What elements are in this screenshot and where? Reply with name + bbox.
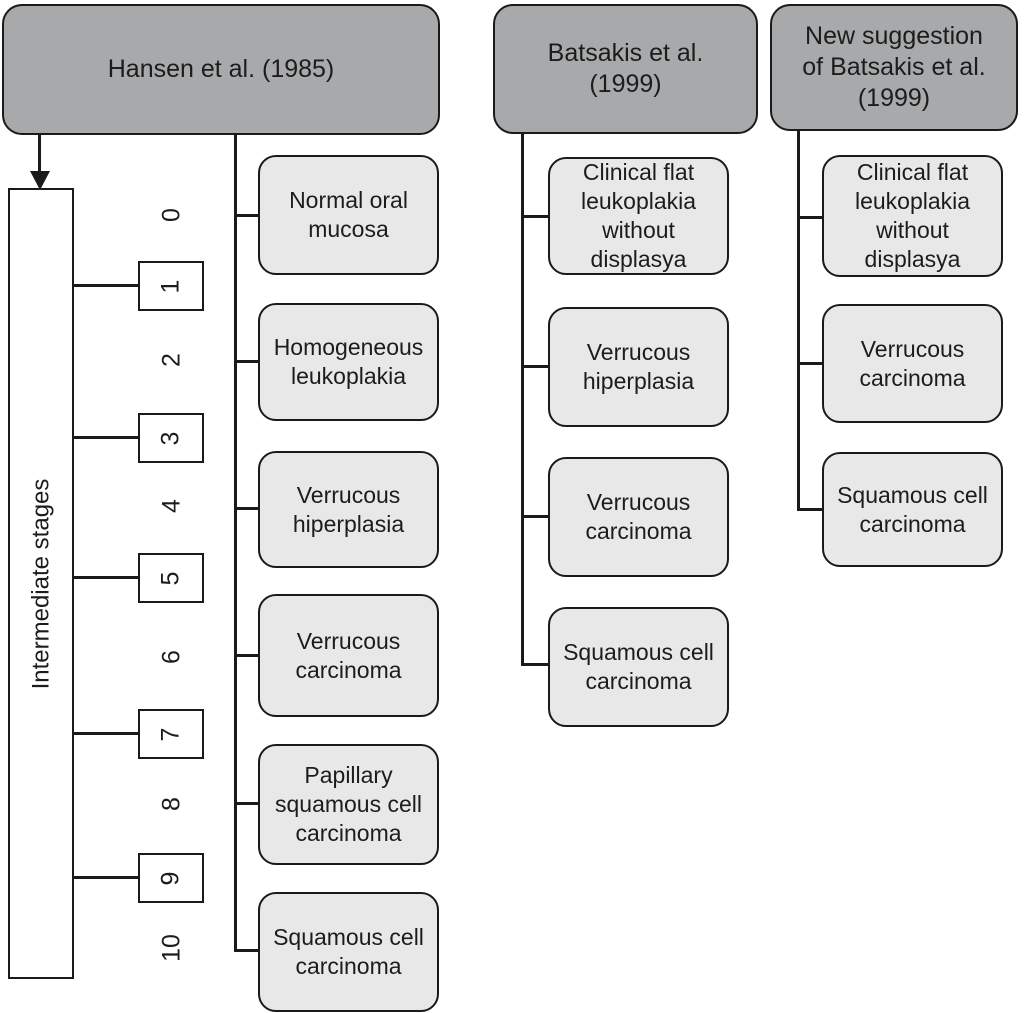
connector-tick <box>234 214 260 217</box>
new-batsakis-trunk-line <box>797 131 800 511</box>
batsakis-header-box <box>493 4 758 134</box>
grade-label-2: 2 <box>157 353 186 367</box>
stage-label: Clinical flat leukoplakia without displasya <box>854 159 971 272</box>
grade-box-7 <box>138 709 204 759</box>
hansen-header-box <box>2 4 440 135</box>
stage-label: Verrucous carcinoma <box>585 489 692 544</box>
new-batsakis-header-line1: New suggestion <box>805 22 983 50</box>
connector-tick <box>234 507 260 510</box>
hansen-arrow-shaft <box>38 135 41 173</box>
grade-label-0: 0 <box>157 208 186 222</box>
stage-label: Verrucous hiperplasia <box>292 481 405 537</box>
stage-box-homogeneous-leukoplakia <box>258 303 439 421</box>
connector-tick <box>234 949 260 952</box>
connector-tick <box>72 436 138 439</box>
stage-label: Clinical flat leukoplakia without displasya <box>580 159 697 272</box>
stage-box-clinical-flat-leukoplakia <box>822 155 1003 277</box>
stage-box-normal-oral-mucosa <box>258 155 439 275</box>
connector-tick <box>521 515 550 518</box>
stage-label: Papillary squamous cell carcinoma <box>274 762 423 846</box>
grade-box-3 <box>138 413 204 463</box>
stage-label: Squamous cell carcinoma <box>563 639 714 694</box>
stage-box-verrucous-hiperplasia <box>548 307 729 427</box>
connector-tick <box>797 508 824 511</box>
stage-label: Squamous cell carcinoma <box>837 481 988 537</box>
stage-box-verrucous-hiperplasia <box>258 451 439 568</box>
stage-label: Homogeneous leukoplakia <box>273 334 424 389</box>
grade-label: 9 <box>156 871 185 885</box>
intermediate-stages-box <box>8 188 74 979</box>
grade-box-1 <box>138 261 204 311</box>
stage-label: Verrucous carcinoma <box>295 627 402 683</box>
grade-box-5 <box>138 553 204 603</box>
new-batsakis-header-box <box>770 4 1018 131</box>
grade-label: 7 <box>156 727 185 741</box>
grade-label-6: 6 <box>157 650 186 664</box>
stage-box-clinical-flat-leukoplakia <box>548 157 729 275</box>
stage-label: Verrucous carcinoma <box>859 335 966 391</box>
connector-tick <box>234 360 260 363</box>
stage-box-verrucous-carcinoma <box>258 594 439 717</box>
stage-label: Verrucous hiperplasia <box>582 339 695 394</box>
connector-tick <box>521 663 550 666</box>
connector-tick <box>72 284 138 287</box>
grade-label-4: 4 <box>157 499 186 513</box>
batsakis-header-line1: Batsakis et al. <box>547 39 704 67</box>
batsakis-trunk-line <box>521 133 524 666</box>
grade-label: 1 <box>156 279 185 293</box>
stage-box-papillary-scc <box>258 744 439 865</box>
stage-label: Squamous cell carcinoma <box>273 924 424 979</box>
stage-box-squamous-cell-carcinoma <box>548 607 729 727</box>
hansen-header-label: Hansen et al. (1985) <box>107 55 335 83</box>
stage-box-squamous-cell-carcinoma <box>822 452 1003 567</box>
connector-tick <box>72 732 138 735</box>
stage-box-verrucous-carcinoma <box>822 304 1003 423</box>
intermediate-stages-label: Intermediate stages <box>27 478 55 689</box>
hansen-trunk-line <box>234 134 237 952</box>
connector-tick <box>521 365 550 368</box>
connector-tick <box>72 576 138 579</box>
grade-label-8: 8 <box>157 797 186 811</box>
grade-label-10: 10 <box>157 934 186 962</box>
connector-tick <box>521 215 550 218</box>
batsakis-header-line2: (1999) <box>589 70 662 98</box>
grade-label: 3 <box>156 431 185 445</box>
connector-tick <box>797 362 824 365</box>
connector-tick <box>797 216 824 219</box>
stage-box-verrucous-carcinoma <box>548 457 729 577</box>
stage-label: Normal oral mucosa <box>289 187 408 242</box>
connector-tick <box>72 876 138 879</box>
connector-tick <box>234 802 260 805</box>
connector-tick <box>234 654 260 657</box>
new-batsakis-header-line2: of Batsakis et al. <box>802 53 986 81</box>
grade-label: 5 <box>156 571 185 585</box>
new-batsakis-header-line3: (1999) <box>857 84 931 112</box>
grade-box-9 <box>138 853 204 903</box>
stage-box-squamous-cell-carcinoma <box>258 892 439 1012</box>
